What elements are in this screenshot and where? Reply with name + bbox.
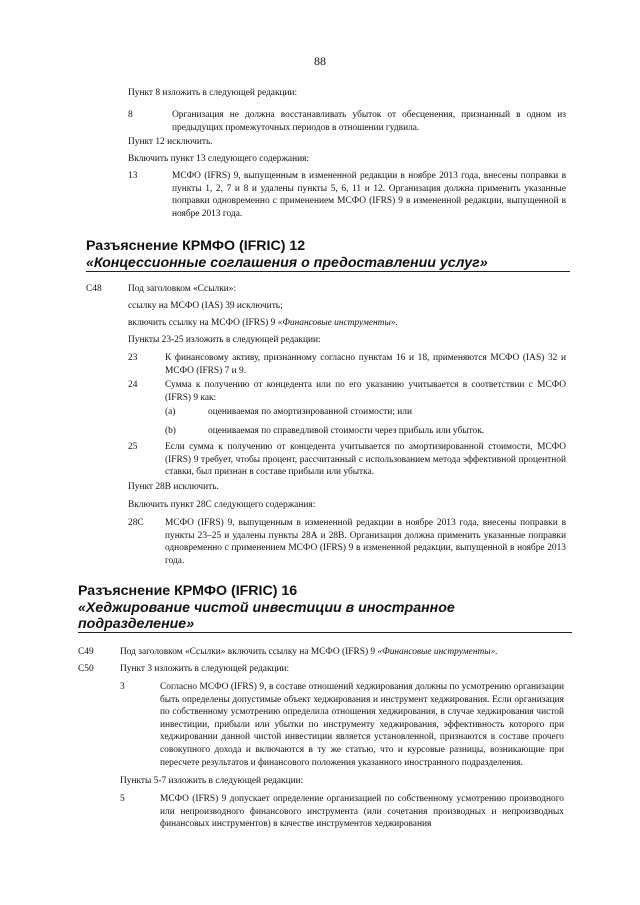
paragraph-24-text: Сумма к получению от концедента или по его указанию учитывается в соответствии с МСФО (IFRS) 9 как: xyxy=(165,380,566,403)
c50-label: С50 xyxy=(78,664,94,674)
paragraph-23-number: 23 xyxy=(128,353,138,363)
section-12-title: Разъяснение КРМФО (IFRIC) 12 xyxy=(86,238,306,254)
paragraph-28c-number: 28С xyxy=(128,518,144,528)
paragraph-3-number: 3 xyxy=(120,682,125,692)
paragraph-8-intro: Пункт 8 изложить в следующей редакции: xyxy=(128,88,298,98)
paragraph-13-text: МСФО (IFRS) 9, выпущенным в измененной редакции в ноябре 2013 года, внесены поправки в пункты 1, 2, 7 и 8 и удалены пункты 5, 6, 11 и 12. Организация должна применить указанные поправки одновременно с применением МСФО (IFRS) 9 в измененной редакции, выпущенной в ноябре 2013 года. xyxy=(172,171,566,219)
paragraph-13-intro: Включить пункт 13 следующего содержания: xyxy=(128,154,310,164)
paragraph-24a-text: оцениваемая по амортизированной стоимости; или xyxy=(208,407,412,417)
c49-label: С49 xyxy=(78,647,94,657)
c49-text-main: Под заголовком «Ссылки» включить ссылку на МСФО (IFRS) 9 xyxy=(120,647,378,657)
points-23-25-intro: Пункты 23-25 изложить в следующей редакции: xyxy=(128,335,321,345)
ref-include xyxy=(128,317,398,330)
paragraph-24-number: 24 xyxy=(128,380,138,390)
c48-label: С48 xyxy=(86,284,102,294)
paragraph-13-number: 13 xyxy=(128,171,138,181)
section-16-subtitle-line1: «Хеджирование чистой инвестиции в иностранное xyxy=(78,600,455,616)
paragraph-12-delete: Пункт 12 исключить. xyxy=(128,137,213,147)
ref-include-title: «Финансовые инструменты». xyxy=(277,318,398,328)
paragraph-8-text: Организация не должна восстанавливать убыток от обесценения, признанный в одном из предыдущих промежуточных периодов в отношении гудвила. xyxy=(172,110,566,133)
page-number: 88 xyxy=(314,54,326,68)
c49-text xyxy=(120,646,498,659)
paragraph-24b-text: оцениваемая по справедливой стоимости через прибыль или убыток. xyxy=(208,426,485,436)
paragraph-5-text: МСФО (IFRS) 9 допускает определение организацией по собственному усмотрению производного или непроизводного финансового инструмента (или сочетания производных и непроизводных финансовых инструментов) в качестве инструментов хеджирования xyxy=(160,794,564,830)
paragraph-24a-number: (a) xyxy=(165,407,176,417)
paragraph-3-text: Согласно МСФО (IFRS) 9, в составе отношений хеджирования должны по усмотрению организации быть определены допустимые объект хеджирования и инструмент хеджирования. Если организация по собственному усмотрению определила отношения хеджирования, в случае хеджирования чистой инвестиции, прибыли или убытки по инструменту хеджирования, эффективность которого при хеджировании данной чистой инвестиции является установленной, признаются в составе прочего совокупного дохода и включаются в ту же статью, что и курсовые разницы, возникающие при пересчете результатов и финансового положения указанного иностранного подразделения. xyxy=(160,682,564,768)
paragraph-28c-intro: Включить пункт 28С следующего содержания: xyxy=(128,500,316,510)
paragraph-23-text: К финансовому активу, признанному согласно пунктам 16 и 18, применяются МСФО (IAS) 32 и МСФО (IFRS) 7 и 9. xyxy=(165,353,566,376)
refs-heading: Под заголовком «Ссылки»: xyxy=(128,284,237,294)
paragraph-25-number: 25 xyxy=(128,442,138,452)
section-12-underline xyxy=(86,271,570,272)
section-16-title: Разъяснение КРМФО (IFRIC) 16 xyxy=(78,583,298,599)
c50-text: Пункт 3 изложить в следующей редакции: xyxy=(120,664,290,674)
paragraph-5-number: 5 xyxy=(120,794,125,804)
paragraph-28b-delete: Пункт 28В исключить. xyxy=(128,482,219,492)
points-5-7-intro: Пункты 5-7 изложить в следующей редакции: xyxy=(120,776,304,786)
paragraph-24b-number: (b) xyxy=(165,426,176,436)
section-16-subtitle-line2: подразделение» xyxy=(78,616,195,632)
paragraph-25-text: Если сумма к получению от концедента учитывается по амортизированной стоимости, МСФО (IFRS) 9 требует, чтобы процент, рассчитанный с использованием метода эффективной процентной ставки, был признан в составе прибыли или убытка. xyxy=(165,442,566,478)
section-16-underline xyxy=(78,632,572,633)
section-12-subtitle: «Концессионные соглашения о предоставлении услуг» xyxy=(86,255,488,271)
ref-delete: ссылку на МСФО (IAS) 39 исключить; xyxy=(128,301,283,311)
c49-text-title: «Финансовые инструменты». xyxy=(377,647,498,657)
ref-include-text: включить ссылку на МСФО (IFRS) 9 xyxy=(128,318,278,328)
paragraph-8-number: 8 xyxy=(128,110,133,120)
paragraph-28c-text: МСФО (IFRS) 9, выпущенным в измененной редакции в ноябре 2013 года, внесены поправки в пункты 23–25 и удалены пункты 28А и 28В. Организация должна применить указанные поправки одновременно с применением МСФО (IFRS) 9 в измененной редакции, выпущенной в ноябре 2013 года. xyxy=(165,518,566,566)
